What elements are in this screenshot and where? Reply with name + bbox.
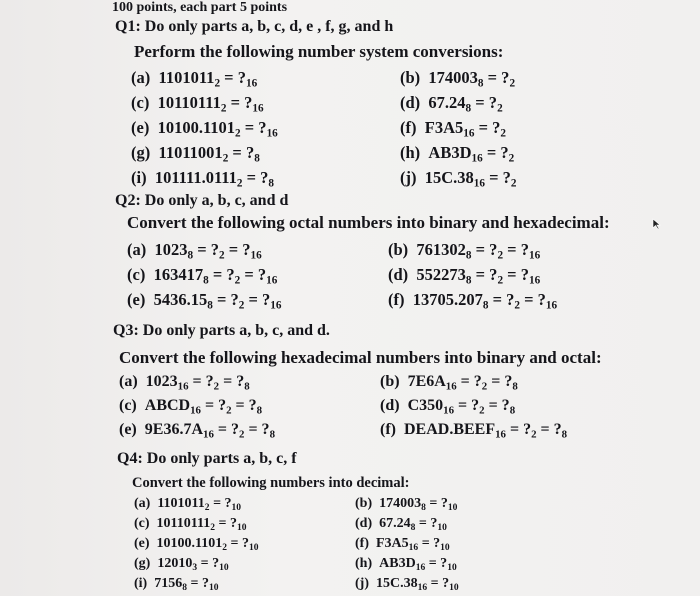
part-label: (i)	[134, 576, 155, 591]
q4-part-h: (h) $AB3D_{16}$ = $?_{10}$	[355, 556, 457, 573]
part-label: (e)	[134, 536, 157, 551]
q4-heading: Q4: Do only parts a, b, c, f	[117, 450, 297, 467]
part-label: (e)	[131, 118, 158, 137]
q1-instruction: Perform the following number system conversions:	[134, 42, 504, 61]
q2-part-a: (a) $1023_8$ = $?_2$ = $?_{16}$	[127, 240, 262, 262]
q1-part-e: (e) $10100.1101_2$ = $?_{16}$	[131, 118, 278, 140]
q2-part-e: (e) $5436.15_8$ = $?_2$ = $?_{16}$	[127, 290, 282, 312]
part-label: (j)	[355, 576, 376, 591]
q2-part-d: (d) $552273_8$ = $?_2$ = $?_{16}$	[388, 265, 541, 287]
part-label: (d)	[380, 397, 408, 414]
q2-part-c: (c) $163417_8$ = $?_2$ = $?_{16}$	[127, 265, 278, 287]
q4-part-b: (b) $174003_8$ = $?_{10}$	[355, 496, 458, 513]
q1-part-i: (i) $101111.0111_2$ = $?_8$	[131, 168, 275, 190]
part-label: (a)	[127, 240, 155, 259]
part-label: (h)	[400, 143, 429, 162]
q2-instruction: Convert the following octal numbers into binary and hexadecimal:	[127, 213, 610, 232]
q1-part-b: (b) $174003_8$ = $?_2$	[400, 68, 516, 90]
part-label: (c)	[134, 516, 157, 531]
part-label: (d)	[355, 516, 380, 531]
q3-part-f: (f) $DEAD.BEEF_{16}$ = $?_2$ = $?_8$	[380, 421, 568, 441]
part-label: (a)	[131, 68, 159, 87]
part-label: (f)	[355, 536, 376, 551]
q3-instruction: Convert the following hexadecimal numbers into binary and octal:	[119, 348, 602, 367]
q1-part-d: (d) $67.24_8$ = $?_2$	[400, 93, 503, 115]
part-label: (b)	[388, 240, 417, 259]
q3-part-b: (b) $7E6A_{16}$ = $?_2$ = $?_8$	[380, 373, 518, 393]
q3-part-e: (e) $9E36.7A_{16}$ = $?_2$ = $?_8$	[119, 421, 275, 441]
part-label: (e)	[127, 290, 154, 309]
part-label: (e)	[119, 421, 145, 438]
part-label: (b)	[355, 496, 380, 511]
mouse-pointer-icon	[652, 218, 662, 230]
q4-part-i: (i) $7156_8$ = $?_{10}$	[134, 576, 219, 593]
q1-part-g: (g) $11011001_2$ = $?_8$	[131, 143, 260, 165]
part-label: (c)	[127, 265, 154, 284]
q1-part-f: (f) $F3A5_{16}$ = $?_2$	[400, 118, 506, 140]
q3-part-d: (d) $C350_{16}$ = $?_2$ = $?_8$	[380, 397, 516, 417]
q4-part-a: (a) $1101011_2$ = $?_{10}$	[134, 496, 242, 513]
q3-part-c: (c) $ABCD_{16}$ = $?_2$ = $?_8$	[119, 397, 263, 417]
q4-part-e: (e) $10100.1101_2$ = $?_{10}$	[134, 536, 259, 553]
q3-heading: Q3: Do only parts a, b, c, and d.	[113, 322, 330, 339]
part-label: (d)	[388, 265, 417, 284]
part-label: (f)	[400, 118, 425, 137]
part-label: (b)	[400, 68, 429, 87]
q4-part-j: (j) $15C.38_{16}$ = $?_{10}$	[355, 576, 459, 593]
part-label: (c)	[131, 93, 158, 112]
part-label: (b)	[380, 373, 408, 390]
q4-part-d: (d) $67.24_8$ = $?_{10}$	[355, 516, 447, 533]
part-label: (j)	[400, 168, 425, 187]
part-label: (i)	[131, 168, 155, 187]
q1-part-j: (j) $15C.38_{16}$ = $?_2$	[400, 168, 517, 190]
part-label: (f)	[388, 290, 413, 309]
part-label: (d)	[400, 93, 429, 112]
part-label: (g)	[131, 143, 159, 162]
q1-part-a: (a) $1101011_2$ = $?_{16}$	[131, 68, 258, 90]
q4-part-f: (f) $F3A5_{16}$ = $?_{10}$	[355, 536, 450, 553]
q4-part-c: (c) $10110111_2$ = $?_{10}$	[134, 516, 247, 533]
part-label: (c)	[119, 397, 145, 414]
part-label: (g)	[134, 556, 158, 571]
q2-part-f: (f) $13705.207_8$ = $?_2$ = $?_{16}$	[388, 290, 558, 312]
q2-heading: Q2: Do only a, b, c, and d	[115, 192, 289, 209]
part-label: (f)	[380, 421, 404, 438]
points-note: 100 points, each part 5 points	[112, 0, 288, 15]
q1-part-h: (h) $AB3D_{16}$ = $?_2$	[400, 143, 515, 165]
q4-part-g: (g) $12010_3$ = $?_{10}$	[134, 556, 229, 573]
q1-part-c: (c) $10110111_2$ = $?_{16}$	[131, 93, 264, 115]
part-label: (a)	[134, 496, 158, 511]
part-label: (a)	[119, 373, 146, 390]
q4-instruction: Convert the following numbers into decimal:	[132, 475, 410, 491]
q1-heading: Q1: Do only parts a, b, c, d, e , f, g, and h	[115, 18, 394, 35]
part-label: (h)	[355, 556, 380, 571]
q3-part-a: (a) $1023_{16}$ = $?_2$ = $?_8$	[119, 373, 250, 393]
q2-part-b: (b) $761302_8$ = $?_2$ = $?_{16}$	[388, 240, 541, 262]
